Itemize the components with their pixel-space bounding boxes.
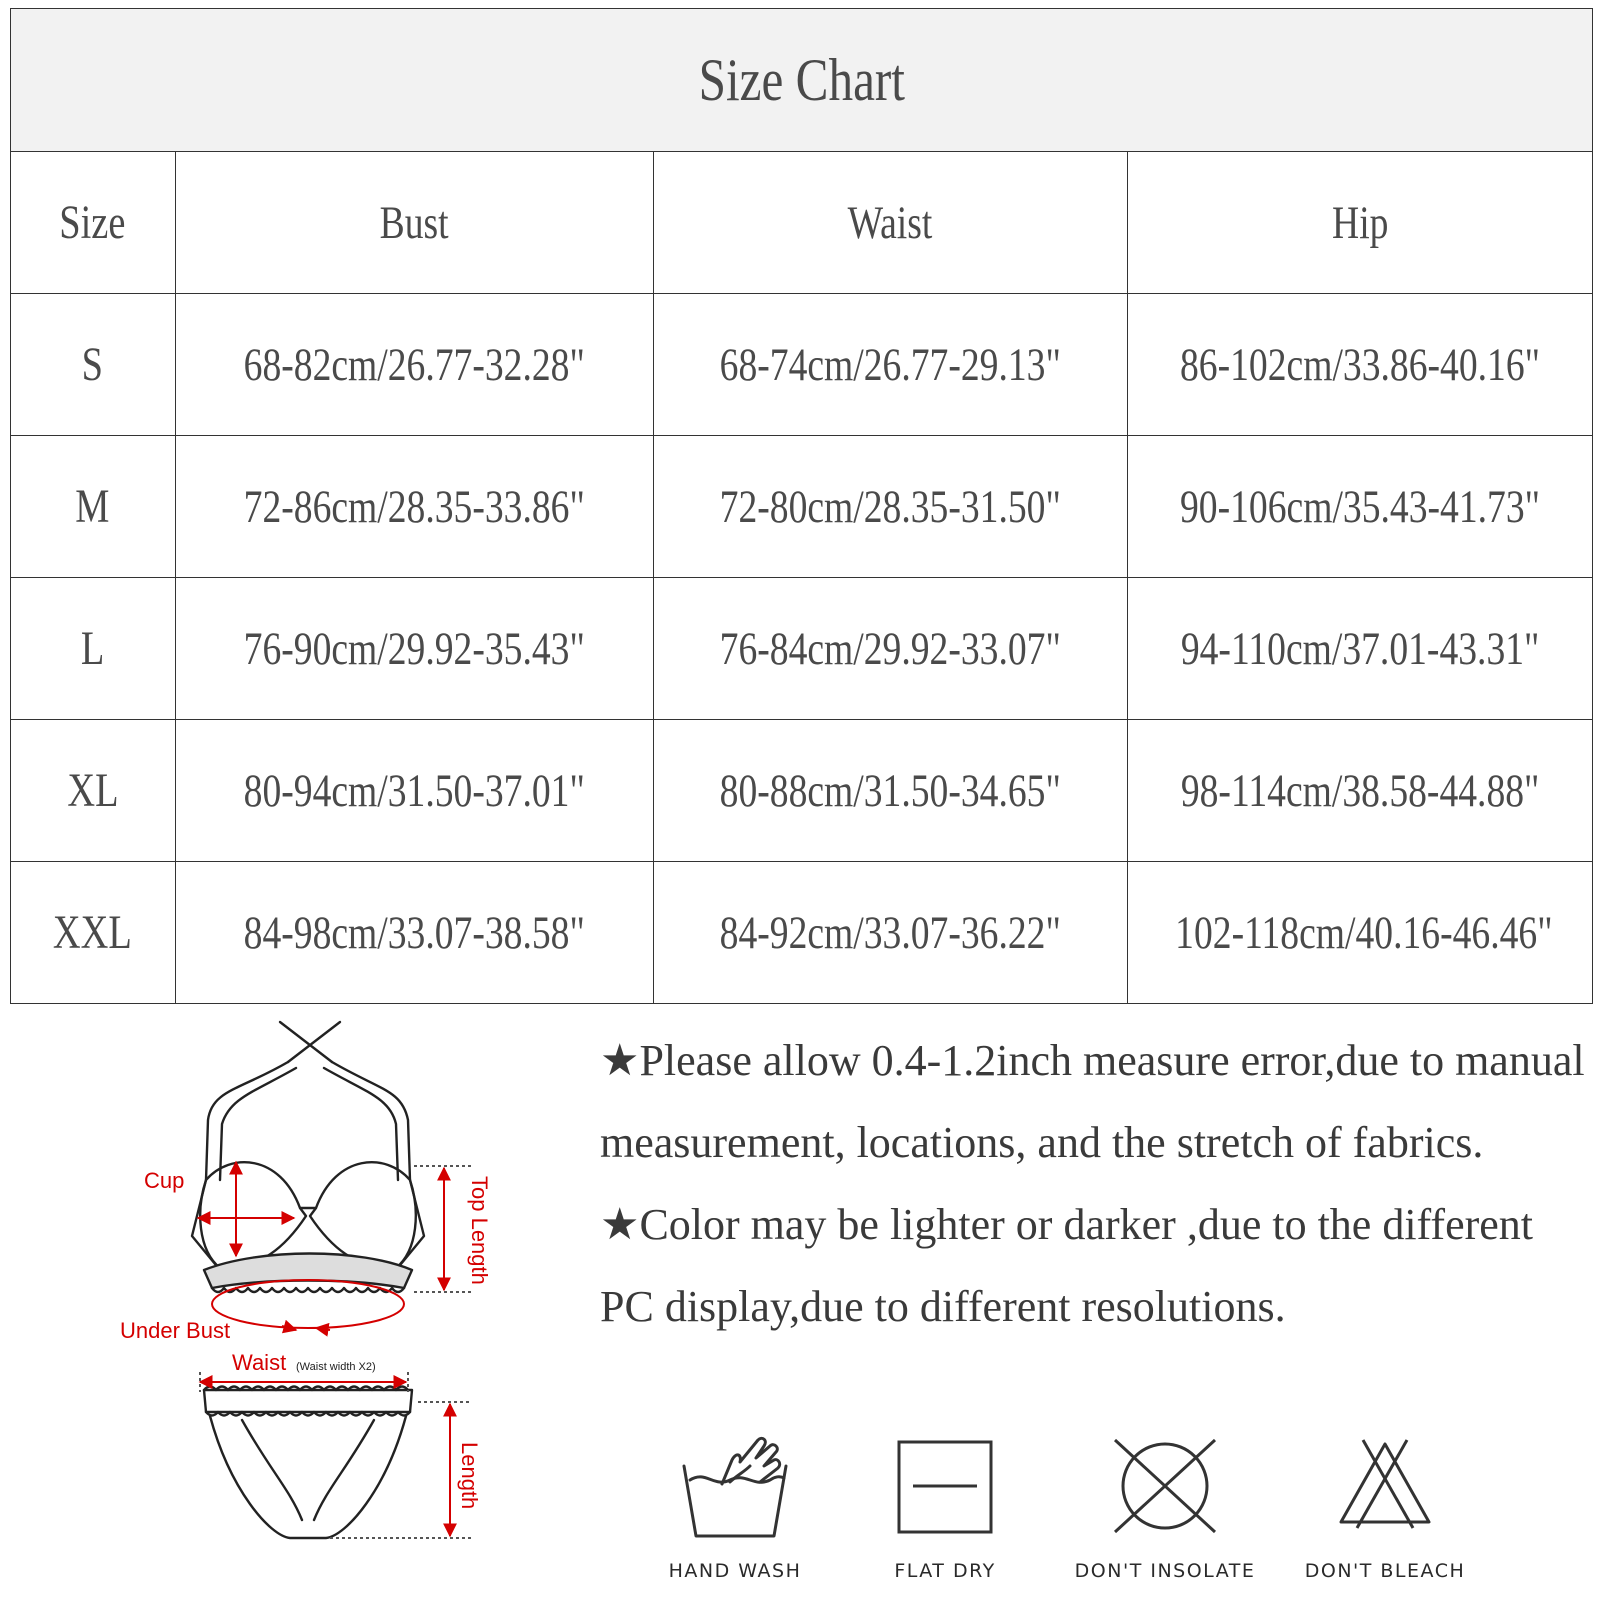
cup-label: Cup [144,1168,185,1193]
bust-value: 68-82cm/26.77-32.28" [243,338,585,391]
header-hip [1127,152,1592,294]
do-not-tumble-dry-icon [1105,1436,1225,1556]
bust-cell [175,294,653,436]
size-value: L [81,622,105,675]
size-cell [11,294,175,436]
top-length-label: Top Length [467,1176,492,1285]
bust-cell [175,578,653,720]
hip-cell [1127,436,1592,578]
bust-cell [175,436,653,578]
bust-cell [175,862,653,1004]
under-bust-label: Under Bust [120,1318,231,1343]
bust-value: 80-94cm/31.50-37.01" [243,764,585,817]
table-row [11,862,1592,1004]
hip-cell [1127,862,1592,1004]
hip-value: 94-110cm/37.01-43.31" [1180,622,1540,675]
size-value: XL [67,764,119,817]
size-table [11,152,1592,1003]
care-label-dont-bleach: DON'T BLEACH [1304,1560,1466,1582]
size-cell [11,862,175,1004]
chart-title-bar [11,9,1592,152]
waist-value: 84-92cm/33.07-36.22" [719,906,1061,959]
header-bust [175,152,653,294]
do-not-bleach-icon [1325,1436,1445,1556]
bust-value: 72-86cm/28.35-33.86" [243,480,585,533]
diagram-labels [80,1020,540,1580]
size-value: S [82,338,104,391]
waist-note-label: (Waist width X2) [296,1361,376,1373]
hip-value: 98-114cm/38.58-44.88" [1180,764,1540,817]
care-item-hand-wash [650,1436,820,1596]
care-label-flat-dry: FLAT DRY [894,1560,996,1582]
size-cell [11,436,175,578]
care-label-dont-insolate: DON'T INSOLATE [1074,1560,1256,1582]
waist-label: Waist [232,1350,287,1375]
care-instructions [650,1436,1590,1596]
table-row [11,720,1592,862]
note-color: ★Color may be lighter or darker ,due to the different PC display,due to different resolutions. [600,1200,1534,1331]
header-waist-label: Waist [847,196,933,249]
waist-cell [653,436,1127,578]
hip-value: 102-118cm/40.16-46.46" [1174,906,1553,959]
header-size-label: Size [59,196,126,249]
hand-wash-icon [670,1436,800,1556]
hip-cell [1127,720,1592,862]
table-header-row [11,152,1592,294]
table-row [11,578,1592,720]
bust-cell [175,720,653,862]
bust-value: 76-90cm/29.92-35.43" [243,622,585,675]
waist-value: 76-84cm/29.92-33.07" [719,622,1061,675]
waist-cell [653,294,1127,436]
care-item-dont-bleach [1300,1436,1470,1596]
header-bust-label: Bust [379,196,449,249]
waist-cell [653,578,1127,720]
waist-value: 68-74cm/26.77-29.13" [719,338,1061,391]
table-row [11,436,1592,578]
flat-dry-icon [885,1436,1005,1556]
size-cell [11,720,175,862]
waist-cell [653,862,1127,1004]
bust-value: 84-98cm/33.07-38.58" [243,906,585,959]
hip-value: 86-102cm/33.86-40.16" [1179,338,1540,391]
hip-value: 90-106cm/35.43-41.73" [1179,480,1540,533]
header-hip-label: Hip [1331,196,1388,249]
header-waist [653,152,1127,294]
care-item-dont-insolate [1074,1436,1256,1596]
header-size [11,152,175,294]
waist-cell [653,720,1127,862]
size-chart [10,8,1593,1004]
measurement-diagram [80,1020,540,1580]
waist-value: 80-88cm/31.50-34.65" [719,764,1061,817]
note-measure-error: ★Please allow 0.4-1.2inch measure error,due to manual measurement, locations, and the stretch of fabrics. [600,1036,1585,1167]
waist-value: 72-80cm/28.35-31.50" [719,480,1061,533]
notes [600,1020,1590,1348]
care-label-hand-wash: HAND WASH [668,1560,802,1582]
chart-title: Size Chart [698,46,905,113]
size-value: M [75,480,110,533]
table-row [11,294,1592,436]
hip-cell [1127,578,1592,720]
size-cell [11,578,175,720]
length-label: Length [457,1442,482,1510]
hip-cell [1127,294,1592,436]
size-value: XXL [53,906,133,959]
care-item-flat-dry [860,1436,1030,1596]
